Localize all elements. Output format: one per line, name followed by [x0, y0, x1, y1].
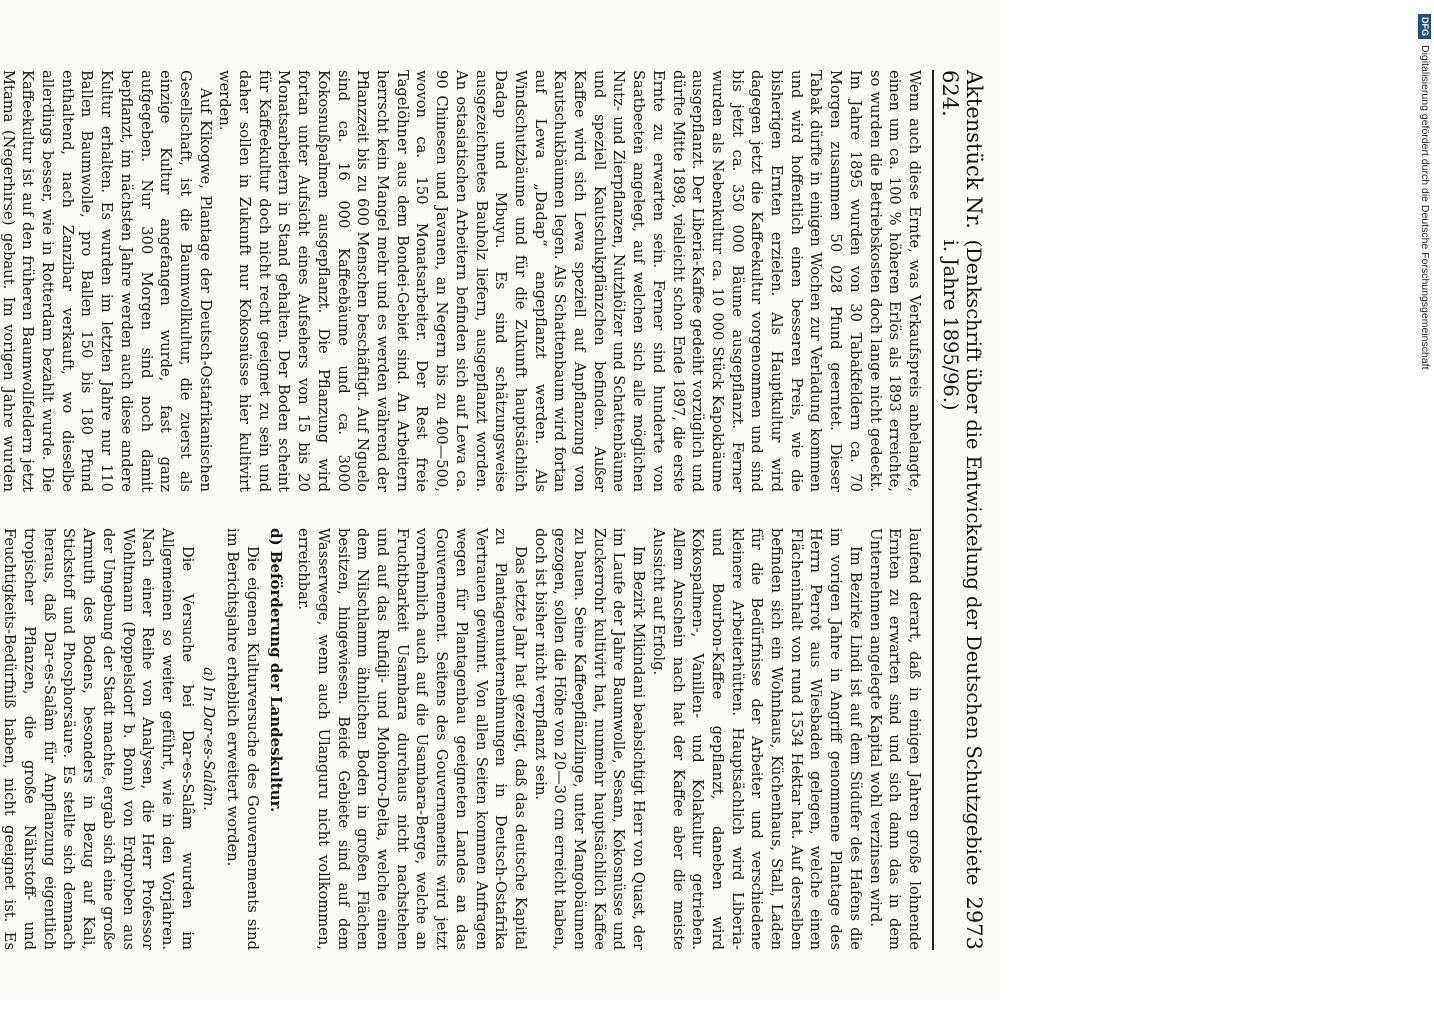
dfg-credit-text: Digitalisierung gefördert durch die Deutsche Forschungsgemeinschaft	[1419, 45, 1431, 370]
paragraph: laufend derart, daß in einigen Jahren große lohnende Ernten zu erwarten sind und sich dann das in dem Unternehmen angelegte Kapital wohl verzinsen wird.	[866, 528, 923, 950]
paragraph: Wenn auch diese Ernte, was Verkaufspreis anbelangte, einen um ca. 100 % höheren Erlös als 1893 erreichte, so wurden die Betriebskosten doch lange nicht gedeckt. Im Jahre 1895 wurden von 30 Tabakfeldern ca. 70 Morgen zusammen 50 028 Pfund geerntet. Dieser Tabak dürfte in einigen Wochen zur Verladung kommen und wird hoffentlich einen besseren Preis, wie die bisherigen Ernten erzielen. Als Hauptkultur wird dagegen jetzt die Kaffeekultur vorgenommen und sind bis jetzt ca. 350 000 Bäume ausgepflanzt. Ferner wurden als Nebenkultur ca. 10 000 Stück Kapokbäume ausgepflanzt. Der Liberia-Kaffee gedeiht vorzüglich und dürfte Mitte 1898, vielleicht schon Ende 1897, die erste Ernte zu erwarten sein. Ferner sind hunderte von Saatbeeten angelegt, auf welchen sich alle möglichen Nutz- und Zierpflanzen, Nutzhölzer und Schattenbäume und speziell Kautschukpflänzchen befinden. Außer Kaffee wird sich Lewa speziell auf Anpflanzung von Kautschukbäumen legen. Als Schattenbaum wird fortan auf Lewa „Dadap“ angepflanzt werden. Als Windschutzbäume und für die Zukunft hauptsächlich Dadap und Mbuyu. Es sind schätzungsweise ausgezeichnetes Bauholz liefern, ausgepflanzt worden. An ostasiatischen Arbeitern befinden sich auf Lewa ca. 90 Chinesen und Javanen, an Negern bis zu 400—500, wovon ca. 150 Monatsarbeiter. Der Rest freie Tagelöhner aus dem Bondei-Gebiet sind. An Arbeitern herrscht kein Mangel mehr und es werden während der Pflanzzeit bis zu 600 Menschen beschäftigt. Auf Nguelo sind ca. 16 000 Kaffeebäume und ca. 3000 Kokosnußpalmen ausgepflanzt. Die Pflanzung wird fortan unter Aufsicht eines Aufsehers von 15 bis 20 Monatsarbeitern in Stand gehalten. Der Boden scheint für Kaffeekultur doch nicht recht geeignet zu sein und daher sollen in Zukunft nur Kokosnüsse hier kultivirt werden.	[216, 70, 923, 492]
text-columns	[0, 70, 924, 950]
paragraph: Die eigenen Kulturversuche des Gouvernements sind im Berichtsjahre erheblich erweitert worden.	[224, 528, 261, 950]
paragraph: Auf Kikogwe, Plantage der Deutsch-Ostafrikanischen Gesellschaft, ist die Baumwollkultur, die zuerst als einzige Kultur angefangen wurde, fast ganz aufgegeben. Nur 300 Morgen sind noch damit bepflanzt, im nächsten Jahre werden auch diese andere Kultur erhalten. Es wurden im letzten Jahre nur 110 Ballen Baumwolle, pro Ballen 150 bis 180 Pfund enthaltend, nach Zanzibar verkauft, wo dieselbe allerdings besser, wie in Rotterdam bezahlt wurde. Die Kaffeekultur ist auf den früheren Baumwollfeldern jetzt Mtama (Negerhirse) gebaut. Im vorigen Jahre wurden	[0, 70, 214, 492]
subsection-heading: a) In Dar-es-Salâm.	[200, 667, 218, 811]
paragraph: Die Versuche bei Dar-es-Salâm wurden im Allgemeinen so weiter geführt, wie in den Vorjahren. Nach einer Reihe von Analysen, die Herr Professor Wohltmann (Poppelsdorf b. Bonn) von Erdproben aus der Umgebung der Stadt machte, ergab sich eine große Armuth des Bodens, besonders in Bezug auf Kali, Stickstoff und Phosphorsäure. Es stellte sich demnach heraus, daß Dar-es-Salâm für Anpflanzung eigentlich tropischer Pflanzen, die große Nährstoff- und Feuchtigkeits-Bedürfniß haben, nicht geeignet ist. Es	[1, 528, 196, 950]
document-number: Aktenstück Nr. 624.	[938, 70, 986, 229]
dfg-credit	[1416, 0, 1434, 1014]
dfg-sidebar	[1416, 0, 1434, 1000]
document-title: (Denkschrift über die Entwickelung der Deutschen Schutzgebiete i. Jahre 1895/96.)	[939, 239, 985, 886]
page-header	[932, 70, 986, 950]
paragraph: Im Bezirk Mikindani beabsichtigt Herr von Quast, der im Laufe der Jahre Baumwolle, Sesam, Kokosnüsse und Zuckerrohr kultivirt hat, nunmehr hauptsächlich Kaffee zu bauen. Seine Kaffeepflänzlinge, unter Mangobäumen gezogen, sollen die Höhe von 20—30 cm erreicht haben, doch ist bisher nicht verpflanzt sein.	[531, 528, 648, 950]
paragraph: Das letzte Jahr hat gezeigt, daß das deutsche Kapital zu Plantagenunternehmungen in Deutsch-Ostafrika Vertrauen gewinnt. Von allen Seiten kommen Anfragen wegen für Plantagenbau geeigneten Landes an das Gouvernement. Seitens des Gouvernements wird jetzt vornehmlich auch auf die Usambara-Berge, welche an Fruchtbarkeit Usambara durchaus nicht nachstehen und auf das Rufidji- und Mohorro-Delta, welche einen dem Nilschlamm ähnlichen Boden in großen Flächen besitzen, hingewiesen. Beide Gebiete sind auf dem Wasserwege, wenn auch Ulanguru nicht vollkommen, erreichbar.	[295, 528, 529, 950]
paragraph: Im Bezirke Lindi ist auf dem Südufer des Hafens die im vorigen Jahre in Angriff genommene Plantage des Herrn Perrot aus Wiesbaden gelegen, welche einen Flächeninhalt von rund 1534 Hektar hat. Auf derselben befinden sich ein Wohnhaus, Küchenhaus, Stall, Laden für die Bedürfnisse der Arbeiter und verschiedene kleinere Arbeiterhütten. Hauptsächlich wird Liberia- und Bourbon-Kaffee gepflanzt, daneben wird Kokospalmen-, Vanillen- und Kolakultur getrieben. Allem Anschein nach hat der Kaffee aber die meiste Aussicht auf Erfolg.	[649, 528, 864, 950]
dfg-logo: DFG	[1418, 14, 1431, 39]
right-column	[0, 528, 924, 950]
left-column	[0, 70, 924, 492]
section-heading: d) Beförderung der Landeskultur.	[267, 528, 286, 813]
page-number: 2973	[962, 896, 986, 950]
